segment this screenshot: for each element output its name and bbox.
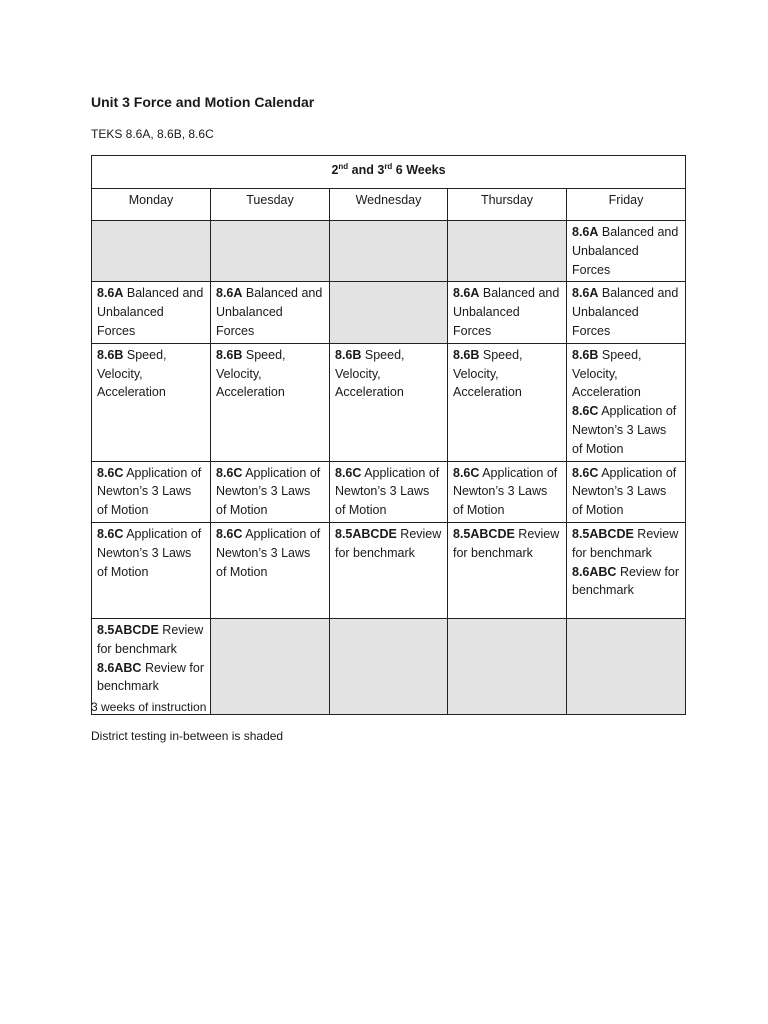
calendar-cell-shaded [330,282,448,343]
calendar-cell [448,522,567,618]
week-row [92,282,686,343]
lesson-entry [572,223,680,279]
lesson-entry [97,659,205,697]
lesson-entry [453,346,561,402]
period-header [92,156,686,189]
calendar-table [91,155,686,715]
teks-code: 8.5ABCDE [97,622,159,637]
calendar-cell [567,522,686,618]
teks-code: 8.6B [572,347,599,362]
day-thursday: Thursday [448,189,567,221]
lesson-entry [97,621,205,659]
lesson-text: Application of Newton’s 3 Laws of Motion [216,526,321,579]
calendar-cell-shaded [448,618,567,714]
teks-code: 8.6C [97,465,124,480]
teks-code: 8.6A [572,286,599,301]
calendar-cell-shaded [92,221,211,282]
lesson-text: Application of Newton’s 3 Laws of Motion [572,465,677,518]
calendar-cell-shaded [211,618,330,714]
teks-code: 8.6B [335,347,362,362]
lesson-text: Balanced and Unbalanced Forces [97,286,204,338]
day-header-row [92,189,686,221]
calendar-cell [92,343,211,461]
lesson-entry [216,525,324,581]
lesson-entry [97,346,205,402]
lesson-entry [97,284,205,340]
header-mid: and 3 [348,163,385,178]
lesson-text: Review for benchmark [572,526,679,560]
teks-code: 8.6A [572,225,599,239]
lesson-text: Review for benchmark [97,660,204,694]
calendar-cell [92,282,211,343]
calendar-cell [211,282,330,343]
lesson-entry [335,346,442,402]
day-friday: Friday [567,189,686,221]
calendar-cell-shaded [330,221,448,282]
calendar-cell [567,282,686,343]
lesson-entry [335,525,442,563]
teks-code: 8.6C [453,465,480,480]
calendar-cell-shaded [330,618,448,714]
calendar-cell [92,461,211,522]
teks-code: 8.6B [97,347,124,362]
lesson-entry [216,346,324,402]
teks-code: 8.6C [335,465,362,480]
week-row [92,343,686,461]
lesson-text: Application of Newton’s 3 Laws of Motion [216,465,321,518]
teks-code: 8.6A [216,286,243,301]
calendar-cell-shaded [211,221,330,282]
lesson-text: Speed, Velocity, Acceleration [453,347,523,400]
calendar-cell [330,522,448,618]
teks-code: 8.6A [97,286,124,301]
calendar-cell [448,343,567,461]
lesson-text: Review for benchmark [572,564,679,598]
calendar-cell-shaded [567,618,686,714]
teks-code: 8.5ABCDE [453,526,515,541]
lesson-text: Speed, Velocity, Acceleration [97,347,167,400]
week-row [92,221,686,282]
lesson-entry [572,402,680,458]
lesson-entry [572,346,680,402]
lesson-text: Speed, Velocity, Acceleration [572,347,642,400]
lesson-text: Speed, Velocity, Acceleration [335,347,405,400]
teks-code: 8.6ABC [572,564,617,579]
teks-code: 8.6C [216,526,243,541]
calendar-body [92,221,686,715]
lesson-text: Application of Newton’s 3 Laws of Motion [572,404,677,456]
calendar-cell [567,221,686,282]
calendar-cell-shaded [448,221,567,282]
header-tail: 6 Weeks [392,163,446,178]
lesson-text: Balanced and Unbalanced Forces [572,225,679,277]
calendar-cell [330,461,448,522]
calendar-cell [211,343,330,461]
calendar-cell [567,343,686,461]
page-title: Unit 3 Force and Motion Calendar [91,94,315,110]
calendar-cell [330,343,448,461]
header-num-a: 2 [331,163,339,178]
teks-code: 8.5ABCDE [572,526,634,541]
teks-code: 8.5ABCDE [335,526,397,541]
calendar-cell [92,522,211,618]
day-monday: Monday [92,189,211,221]
calendar-header-row [92,156,686,189]
lesson-entry [572,464,680,520]
lesson-entry [453,525,561,563]
footnote-shading: District testing in-between is shaded [91,729,284,743]
teks-line: TEKS 8.6A, 8.6B, 8.6C [91,127,214,141]
calendar-cell [211,522,330,618]
lesson-text: Balanced and Unbalanced Forces [216,286,323,338]
teks-code: 8.6ABC [97,660,142,675]
day-tuesday: Tuesday [211,189,330,221]
lesson-entry [97,464,205,520]
teks-code: 8.6B [453,347,480,362]
teks-code: 8.6C [572,404,599,419]
week-row [92,461,686,522]
header-sup-a: nd [338,162,349,171]
lesson-text: Review for benchmark [97,622,204,656]
lesson-text: Application of Newton’s 3 Laws of Motion [453,465,558,518]
lesson-entry [335,464,442,520]
lesson-text: Application of Newton’s 3 Laws of Motion [97,526,202,579]
teks-code: 8.6C [572,465,599,480]
lesson-entry [216,284,324,340]
lesson-text: Review for benchmark [453,526,560,560]
lesson-entry [572,525,680,563]
teks-code: 8.6C [97,526,124,541]
calendar-cell [567,461,686,522]
lesson-entry [97,525,205,581]
lesson-entry [216,464,324,520]
lesson-entry [453,464,561,520]
calendar-cell [448,282,567,343]
week-row [92,522,686,618]
lesson-entry [572,563,680,601]
footnote-instruction: 3 weeks of instruction [91,700,207,714]
teks-code: 8.6B [216,347,243,362]
lesson-entry [453,284,561,340]
lesson-text: Balanced and Unbalanced Forces [453,286,560,338]
calendar-cell [448,461,567,522]
lesson-text: Application of Newton’s 3 Laws of Motion [97,465,202,518]
calendar-cell [211,461,330,522]
lesson-entry [572,284,680,340]
lesson-text: Review for benchmark [335,526,442,560]
lesson-text: Speed, Velocity, Acceleration [216,347,286,400]
lesson-text: Balanced and Unbalanced Forces [572,286,679,338]
teks-code: 8.6C [216,465,243,480]
lesson-text: Application of Newton’s 3 Laws of Motion [335,465,440,518]
day-wednesday: Wednesday [330,189,448,221]
header-sup-b: rd [384,162,393,171]
teks-code: 8.6A [453,286,480,301]
